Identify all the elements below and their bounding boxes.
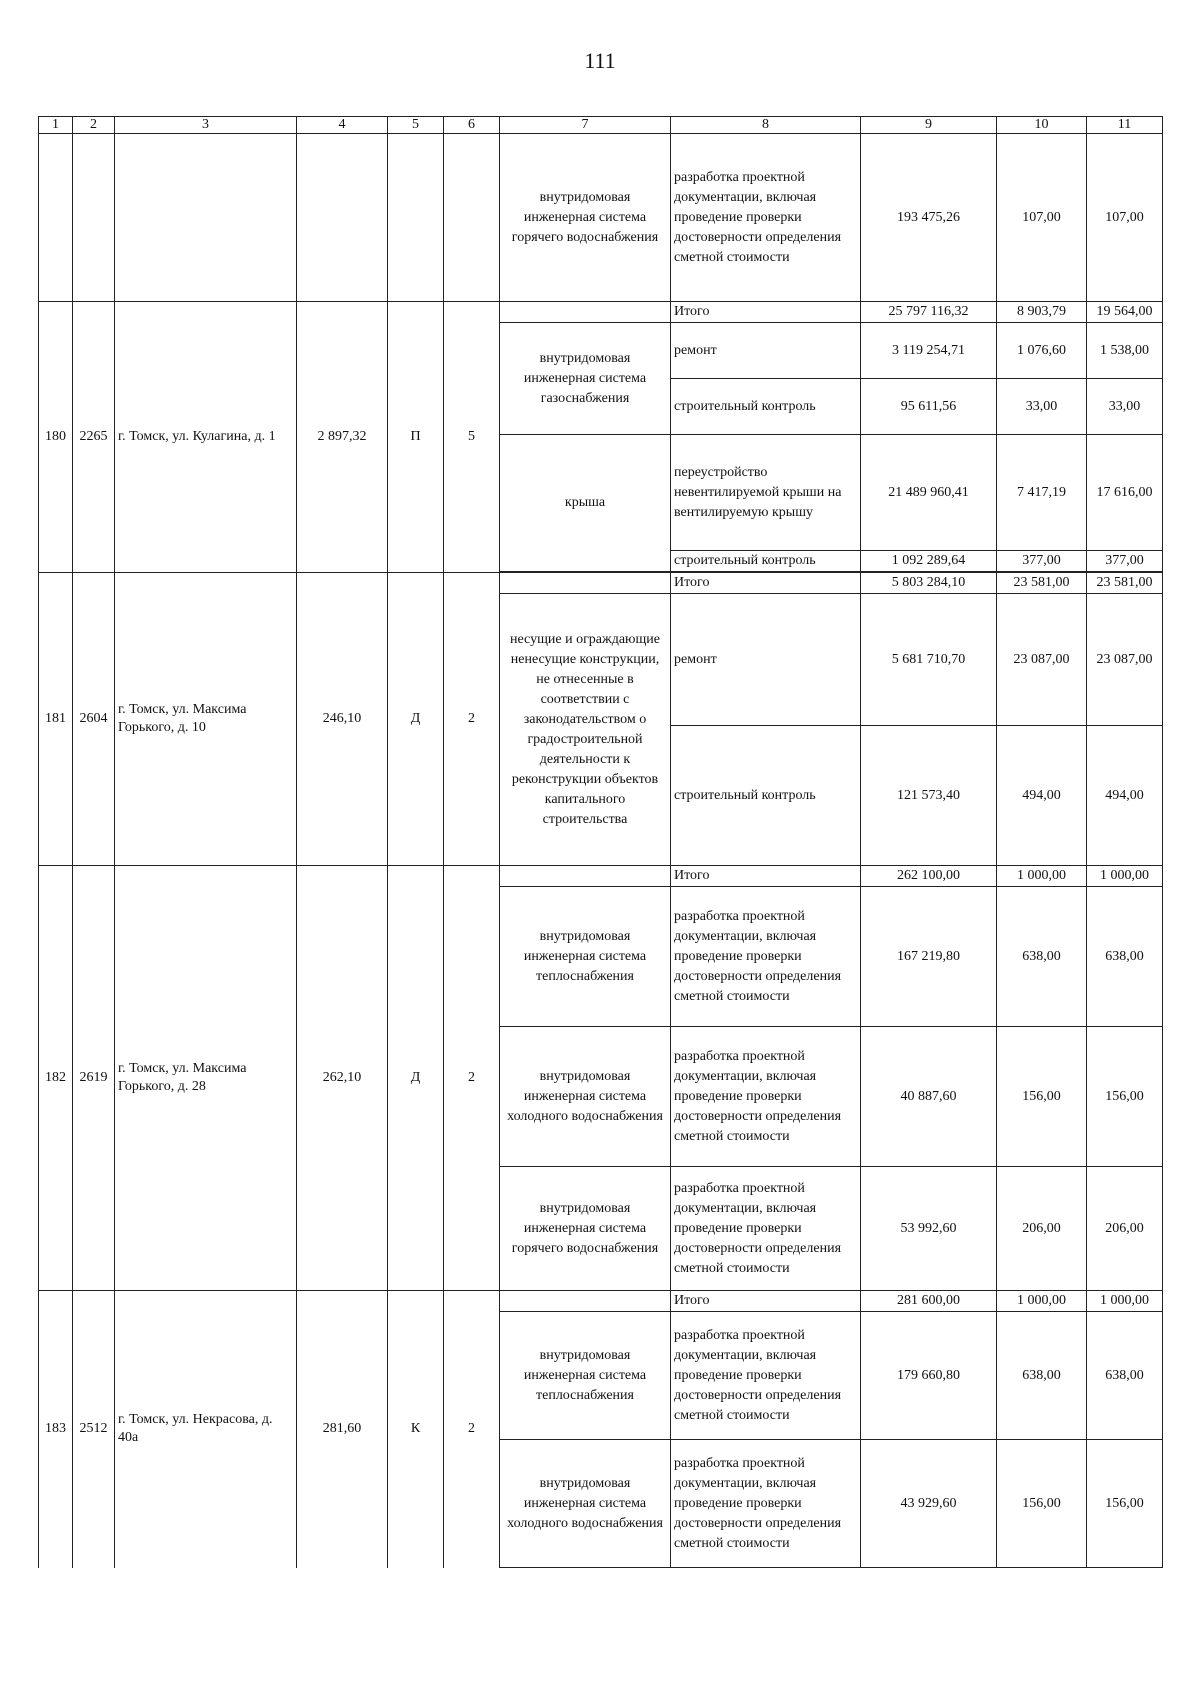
cost-cell: 95 611,56 [861, 379, 997, 435]
area: 246,10 [297, 573, 388, 866]
page-number: 111 [584, 48, 616, 73]
floors: 2 [444, 573, 500, 866]
row-number: 181 [39, 573, 73, 866]
total-label: Итого [671, 573, 861, 594]
total-label: Итого [671, 302, 861, 323]
work-cell: строительный контроль [671, 379, 861, 435]
unit-cost-cell: 206,00 [997, 1167, 1087, 1291]
work-cell: разработка проектной документации, включая проведение проверки достоверности определения сметной стоимости [671, 134, 861, 302]
limit-cell: 377,00 [1087, 551, 1163, 572]
address: г. Томск, ул. Максима Горького, д. 28 [115, 866, 297, 1291]
header-cell: 9 [861, 117, 997, 134]
cost-cell: 167 219,80 [861, 887, 997, 1027]
header-cell: 5 [388, 117, 444, 134]
system-cell: внутридомовая инженерная система теплоснабжения [500, 1312, 671, 1440]
system-cell: внутридомовая инженерная система горячего водоснабжения [500, 1167, 671, 1291]
limit-cell: 17 616,00 [1087, 435, 1163, 551]
system-cell: внутридомовая инженерная система горячего водоснабжения [500, 134, 671, 302]
row-number: 183 [39, 1291, 73, 1568]
system-cell: несущие и ограждающие ненесущие конструкции, не отнесенные в соответствии с законодательством о градостроительной деятельности к реконструкции объектов капитального строительства [500, 594, 671, 866]
work-cell: разработка проектной документации, включая проведение проверки достоверности определения сметной стоимости [671, 1027, 861, 1167]
header-cell: 11 [1087, 117, 1163, 134]
cost-cell: 3 119 254,71 [861, 323, 997, 379]
capital-repair-table [38, 116, 1163, 1568]
header-cell: 10 [997, 117, 1087, 134]
total-row [39, 302, 1163, 323]
cost-cell: 179 660,80 [861, 1312, 997, 1440]
header-cell: 8 [671, 117, 861, 134]
limit-cell: 206,00 [1087, 1167, 1163, 1291]
floors: 5 [444, 302, 500, 573]
cost-cell: 40 887,60 [861, 1027, 997, 1167]
unit-cost-cell: 107,00 [997, 134, 1087, 302]
address: г. Томск, ул. Некрасова, д. 40а [115, 1291, 297, 1568]
limit-cell: 638,00 [1087, 1312, 1163, 1440]
work-cell: строительный контроль [671, 726, 861, 866]
header-cell: 1 [39, 117, 73, 134]
house-code: 2512 [73, 1291, 115, 1568]
system-cell: внутридомовая инженерная система холодного водоснабжения [500, 1440, 671, 1568]
total-label: Итого [671, 1291, 861, 1312]
area: 262,10 [297, 866, 388, 1291]
row-number: 182 [39, 866, 73, 1291]
header-cell: 3 [115, 117, 297, 134]
table-row [39, 134, 1163, 302]
address: г. Томск, ул. Кулагина, д. 1 [115, 302, 297, 573]
work-cell: разработка проектной документации, включая проведение проверки достоверности определения сметной стоимости [671, 1440, 861, 1568]
unit-cost-cell: 156,00 [997, 1440, 1087, 1568]
cost-cell: 1 092 289,64 [861, 551, 997, 572]
cost-cell: 53 992,60 [861, 1167, 997, 1291]
unit-cost-cell: 494,00 [997, 726, 1087, 866]
work-cell: разработка проектной документации, включая проведение проверки достоверности определения сметной стоимости [671, 1312, 861, 1440]
work-cell: ремонт [671, 323, 861, 379]
limit-cell: 156,00 [1087, 1027, 1163, 1167]
total-cost: 281 600,00 [861, 1291, 997, 1312]
total-limit: 1 000,00 [1087, 866, 1163, 887]
total-row [39, 573, 1163, 594]
header-row [39, 117, 1163, 134]
area: 2 897,32 [297, 302, 388, 573]
limit-cell: 156,00 [1087, 1440, 1163, 1568]
unit-cost-cell: 377,00 [997, 551, 1087, 572]
total-cost: 25 797 116,32 [861, 302, 997, 323]
cost-cell: 193 475,26 [861, 134, 997, 302]
total-limit: 19 564,00 [1087, 302, 1163, 323]
total-label: Итого [671, 866, 861, 887]
cost-cell: 21 489 960,41 [861, 435, 997, 551]
work-cell: разработка проектной документации, включая проведение проверки достоверности определения сметной стоимости [671, 887, 861, 1027]
unit-cost-cell: 638,00 [997, 887, 1087, 1027]
work-cell: разработка проектной документации, включая проведение проверки достоверности определения сметной стоимости [671, 1167, 861, 1291]
house-code: 2265 [73, 302, 115, 573]
limit-cell: 23 087,00 [1087, 594, 1163, 726]
total-row [39, 1291, 1163, 1312]
house-type: Д [388, 573, 444, 866]
total-unit-cost: 1 000,00 [997, 1291, 1087, 1312]
total-cost: 262 100,00 [861, 866, 997, 887]
house-type: П [388, 302, 444, 573]
floors: 2 [444, 866, 500, 1291]
house-type: К [388, 1291, 444, 1568]
limit-cell: 1 538,00 [1087, 323, 1163, 379]
system-cell: крыша [500, 435, 671, 572]
limit-cell: 33,00 [1087, 379, 1163, 435]
system-cell: внутридомовая инженерная система холодного водоснабжения [500, 1027, 671, 1167]
house-code: 2604 [73, 573, 115, 866]
limit-cell: 638,00 [1087, 887, 1163, 1027]
total-unit-cost: 23 581,00 [997, 573, 1087, 594]
row-number: 180 [39, 302, 73, 573]
unit-cost-cell: 33,00 [997, 379, 1087, 435]
header-cell: 7 [500, 117, 671, 134]
cost-cell: 121 573,40 [861, 726, 997, 866]
cost-cell: 5 681 710,70 [861, 594, 997, 726]
work-cell: строительный контроль [671, 551, 861, 572]
limit-cell: 107,00 [1087, 134, 1163, 302]
unit-cost-cell: 23 087,00 [997, 594, 1087, 726]
unit-cost-cell: 1 076,60 [997, 323, 1087, 379]
limit-cell: 494,00 [1087, 726, 1163, 866]
house-type: Д [388, 866, 444, 1291]
unit-cost-cell: 7 417,19 [997, 435, 1087, 551]
header-cell: 2 [73, 117, 115, 134]
system-cell: внутридомовая инженерная система теплоснабжения [500, 887, 671, 1027]
work-cell: переустройство невентилируемой крыши на вентилируемую крышу [671, 435, 861, 551]
total-limit: 23 581,00 [1087, 573, 1163, 594]
address: г. Томск, ул. Максима Горького, д. 10 [115, 573, 297, 866]
total-unit-cost: 8 903,79 [997, 302, 1087, 323]
area: 281,60 [297, 1291, 388, 1568]
total-cost: 5 803 284,10 [861, 573, 997, 594]
unit-cost-cell: 156,00 [997, 1027, 1087, 1167]
header-cell: 6 [444, 117, 500, 134]
total-limit: 1 000,00 [1087, 1291, 1163, 1312]
header-cell: 4 [297, 117, 388, 134]
work-cell: ремонт [671, 594, 861, 726]
total-row [39, 866, 1163, 887]
unit-cost-cell: 638,00 [997, 1312, 1087, 1440]
floors: 2 [444, 1291, 500, 1568]
total-unit-cost: 1 000,00 [997, 866, 1087, 887]
house-code: 2619 [73, 866, 115, 1291]
system-cell: внутридомовая инженерная система газоснабжения [500, 323, 671, 435]
cost-cell: 43 929,60 [861, 1440, 997, 1568]
